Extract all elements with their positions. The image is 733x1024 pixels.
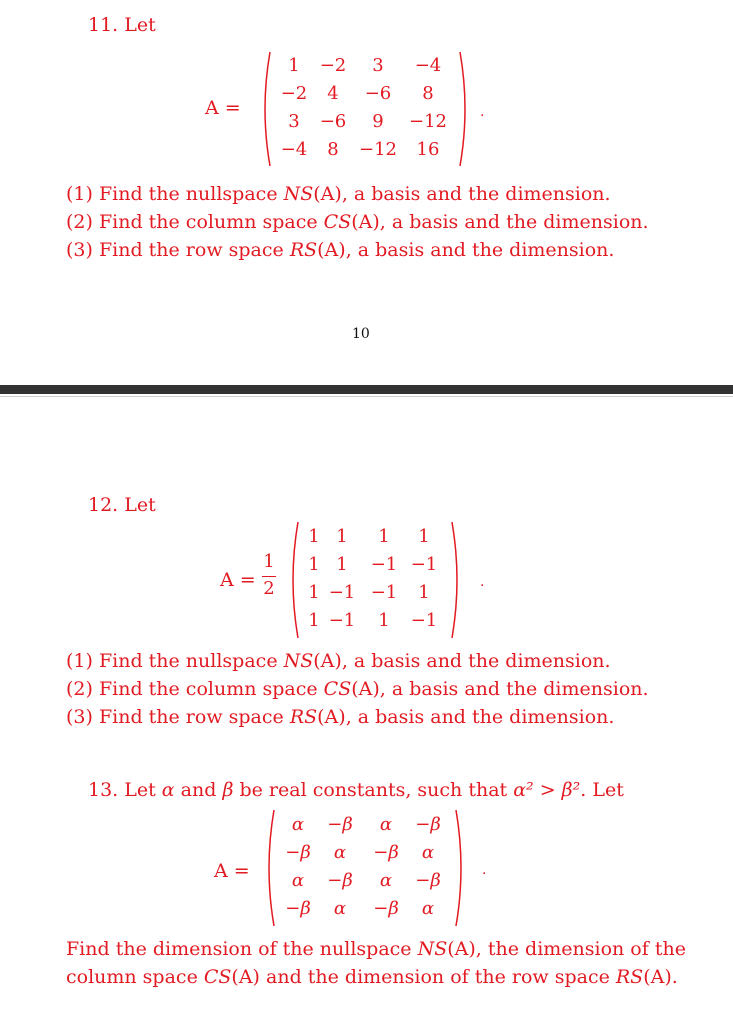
cell-r3c1: α <box>291 870 305 891</box>
cell-r4c4: α <box>421 898 435 919</box>
page-number: 10 <box>352 326 370 342</box>
cell-r4c1: −β <box>285 898 311 919</box>
problem-13-period: . <box>482 862 487 878</box>
problem-13-lhs: A = <box>214 860 250 882</box>
problem-12-part-2: (2) Find the column space CS(A), a basis and the dimension. <box>66 678 649 700</box>
problem-11-matrix <box>258 50 478 168</box>
cell-r3c2: −1 <box>328 582 356 603</box>
cell-r2c3: −β <box>373 842 399 863</box>
cell-r4c1: −4 <box>280 139 308 160</box>
cell-r3c3: −1 <box>370 582 398 603</box>
problem-11-part-3: (3) Find the row space RS(A), a basis and the dimension. <box>66 239 615 261</box>
cell-r1c1: α <box>291 814 305 835</box>
cell-r4c1: 1 <box>308 610 320 631</box>
cell-r1c4: 1 <box>418 526 430 547</box>
problem-11-period: . <box>480 104 485 120</box>
fraction-denominator: 2 <box>263 578 275 599</box>
cell-r1c3: α <box>379 814 393 835</box>
cell-r4c4: −1 <box>410 610 438 631</box>
cell-r3c4: 1 <box>418 582 430 603</box>
cell-r4c4: 16 <box>416 139 440 160</box>
cell-r3c3: 9 <box>372 111 384 132</box>
cell-r4c2: 8 <box>327 139 339 160</box>
cell-r1c2: −β <box>327 814 353 835</box>
cell-r3c1: 1 <box>308 582 320 603</box>
cell-r4c3: −12 <box>359 139 397 160</box>
cell-r3c3: α <box>379 870 393 891</box>
cell-r4c2: −1 <box>328 610 356 631</box>
cell-r2c3: −6 <box>364 83 392 104</box>
cell-r2c1: −2 <box>280 83 308 104</box>
cell-r2c2: α <box>333 842 347 863</box>
cell-r4c3: −β <box>373 898 399 919</box>
cell-r2c3: −1 <box>370 554 398 575</box>
problem-11-lhs: A = <box>205 97 241 119</box>
problem-12-header: 12. Let <box>88 494 156 516</box>
problem-11-part-1: (1) Find the nullspace NS(A), a basis and the dimension. <box>66 183 611 205</box>
cell-r2c4: 8 <box>422 83 434 104</box>
cell-r1c1: 1 <box>288 55 300 76</box>
cell-r1c4: −4 <box>414 55 442 76</box>
problem-12-part-3: (3) Find the row space RS(A), a basis and the dimension. <box>66 706 615 728</box>
cell-r1c4: −β <box>415 814 441 835</box>
page-separator <box>0 385 733 394</box>
cell-r1c3: 1 <box>378 526 390 547</box>
cell-r1c1: 1 <box>308 526 320 547</box>
cell-r1c2: 1 <box>336 526 348 547</box>
cell-r2c2: 1 <box>336 554 348 575</box>
cell-r4c2: α <box>333 898 347 919</box>
cell-r2c4: α <box>421 842 435 863</box>
fraction-bar <box>262 576 276 577</box>
cell-r2c4: −1 <box>410 554 438 575</box>
cell-r3c4: −β <box>415 870 441 891</box>
problem-13-header: 13. Let α and β be real constants, such that α² > β². Let <box>88 779 624 801</box>
problem-11-header: 11. Let <box>88 14 156 36</box>
page-separator-shadow <box>0 396 733 397</box>
cell-r3c1: 3 <box>288 111 300 132</box>
cell-r3c2: −β <box>327 870 353 891</box>
cell-r4c3: 1 <box>378 610 390 631</box>
cell-r3c2: −6 <box>319 111 347 132</box>
problem-12-matrix <box>286 520 466 640</box>
cell-r2c1: −β <box>285 842 311 863</box>
cell-r3c4: −12 <box>409 111 447 132</box>
problem-12-part-1: (1) Find the nullspace NS(A), a basis and the dimension. <box>66 650 611 672</box>
problem-11-part-2: (2) Find the column space CS(A), a basis and the dimension. <box>66 211 649 233</box>
problem-13-question-line-2: column space CS(A) and the dimension of the row space RS(A). <box>66 966 678 988</box>
problem-12-period: . <box>480 574 485 590</box>
problem-12-lhs: A = <box>220 569 256 591</box>
cell-r1c3: 3 <box>372 55 384 76</box>
fraction-numerator: 1 <box>263 551 275 572</box>
problem-13-question-line-1: Find the dimension of the nullspace NS(A), the dimension of the <box>66 938 686 960</box>
cell-r2c1: 1 <box>308 554 320 575</box>
problem-13-matrix <box>262 808 472 928</box>
cell-r2c2: 4 <box>327 83 339 104</box>
cell-r1c2: −2 <box>319 55 347 76</box>
